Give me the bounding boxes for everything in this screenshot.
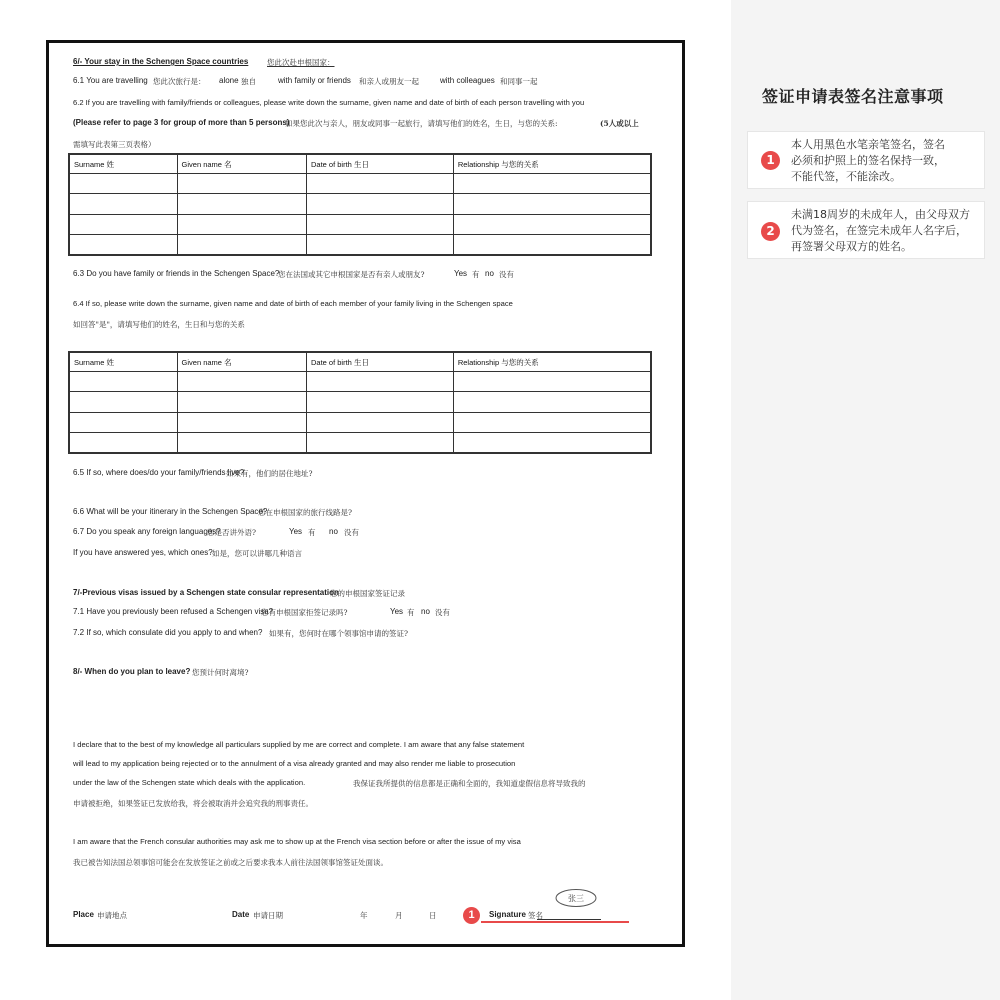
table-header-row <box>70 155 651 174</box>
section-6-title-zh: 您此次赴申根国家： <box>267 58 335 67</box>
table-cell[interactable] <box>453 174 650 194</box>
note-2-line: 代为签名，在签完未成年人名字后， <box>791 224 967 237</box>
table-cell[interactable] <box>70 432 178 452</box>
month-label: 月 <box>395 911 403 920</box>
q67-no-option: no <box>329 527 338 536</box>
table-cell[interactable] <box>453 234 650 254</box>
note-1-number: 1 <box>761 151 780 170</box>
year-label: 年 <box>360 911 368 920</box>
q71-no-option: no <box>421 607 430 616</box>
table-cell[interactable] <box>453 392 650 412</box>
visa-form-page <box>46 40 685 947</box>
table-cell[interactable] <box>70 234 178 254</box>
header-date-of-birth: Date of birth 生日 <box>307 155 454 174</box>
signature-label: Signature <box>489 910 526 919</box>
q61-colleagues-option: with colleagues <box>440 76 495 85</box>
date-label-zh: 申请日期 <box>253 911 283 920</box>
q67-text-zh: 您是否讲外语? <box>207 528 257 537</box>
q71-text: 7.1 Have you previously been refused a Schengen visa? <box>73 607 274 616</box>
note-2 <box>747 201 985 259</box>
q61-colleagues-option-zh: 和同事一起 <box>500 77 538 86</box>
table-cell[interactable] <box>307 174 454 194</box>
note-2-line: 再签署父母双方的姓名。 <box>791 240 912 253</box>
table-row <box>70 234 651 254</box>
table-cell[interactable] <box>307 432 454 452</box>
declaration-line-1: I declare that to the best of my knowledge all particulars supplied by me are correct and complete. I am aware that any false statement <box>73 740 525 749</box>
date-label: Date <box>232 910 250 919</box>
header-surname: Surname 姓 <box>70 155 178 174</box>
table-cell[interactable] <box>177 194 306 214</box>
q61-family-option: with family or friends <box>278 76 351 85</box>
table-cell[interactable] <box>70 174 178 194</box>
header-given-name: Given name 名 <box>177 353 306 372</box>
header-surname: Surname 姓 <box>70 353 178 372</box>
header-given-name: Given name 名 <box>177 155 306 174</box>
table-cell[interactable] <box>70 194 178 214</box>
table-row <box>70 372 651 392</box>
q63-no-option-zh: 没有 <box>499 270 514 279</box>
table-row <box>70 392 651 412</box>
table-cell[interactable] <box>177 214 306 234</box>
table-cell[interactable] <box>453 194 650 214</box>
section-7-title-zh: 您的申根国家签证记录 <box>330 589 405 598</box>
q64-text-zh: 如回答"是"，请填写他们的姓名，生日和与您的关系 <box>73 320 245 329</box>
note-1-line: 本人用黑色水笔亲笔签名，签名 <box>791 138 945 151</box>
table-header-row <box>70 353 651 372</box>
table-row <box>70 432 651 452</box>
q63-yes-option: Yes <box>454 269 468 278</box>
note-1-line: 必须和护照上的签名保持一致， <box>791 154 945 167</box>
table-cell[interactable] <box>453 372 650 392</box>
section-6-title: 6/- Your stay in the Schengen Space countries <box>73 57 249 66</box>
table-cell[interactable] <box>70 214 178 234</box>
declaration-line-3-zh: 我保证我所提供的信息都是正确和全面的，我知道虚假信息将导致我的 <box>353 779 586 788</box>
table-cell[interactable] <box>307 194 454 214</box>
q67b-text: If you have answered yes, which ones? <box>73 548 213 557</box>
table-cell[interactable] <box>307 214 454 234</box>
table-row <box>70 174 651 194</box>
table-row <box>70 412 651 432</box>
q67-yes-option: Yes <box>289 527 303 536</box>
q71-yes-option-zh: 有 <box>407 608 415 617</box>
q72-text: 7.2 If so, which consulate did you apply to and when? <box>73 628 263 637</box>
section-8-title: 8/- When do you plan to leave? <box>73 667 191 676</box>
declaration-line-2: will lead to my application being rejected or to the annulment of a visa already granted and may also render me liable to prosecution <box>73 759 516 768</box>
declaration-line-4-zh: 申请被拒绝，如果签证已发放给我，将会被取消并会追究我的刑事责任。 <box>73 799 313 808</box>
q67b-text-zh: 如是，您可以讲哪几种语言 <box>212 549 302 558</box>
q64-text: 6.4 If so, please write down the surname, given name and date of birth of each member of your family living in the Schengen space <box>73 299 513 308</box>
q66-text-zh: 您在申根国家的旅行线路是? <box>258 508 353 517</box>
q71-text-zh: 您有申根国家拒签记录吗? <box>261 608 348 617</box>
q65-text: 6.5 If so, where does/do your family/friends live? <box>73 468 245 477</box>
place-label-zh: 申请地点 <box>97 911 127 920</box>
signature-mark-text: 张三 <box>568 894 584 903</box>
table-cell[interactable] <box>70 412 178 432</box>
table-cell[interactable] <box>453 432 650 452</box>
section-7-title: 7/-Previous visas issued by a Schengen state consular representation <box>73 588 339 597</box>
q65-text-zh: 如果有，他们的居住地址? <box>226 469 313 478</box>
q66-text: 6.6 What will be your itinerary in the Schengen Space? <box>73 507 268 516</box>
table-cell[interactable] <box>453 412 650 432</box>
q71-no-option-zh: 没有 <box>435 608 450 617</box>
header-relationship: Relationship 与您的关系 <box>453 155 650 174</box>
table-cell[interactable] <box>307 234 454 254</box>
q67-yes-option-zh: 有 <box>308 528 316 537</box>
handwritten-signature <box>552 887 600 911</box>
q62-group-note: (Please refer to page 3 for group of more than 5 persons) <box>73 118 290 127</box>
table-cell[interactable] <box>177 432 306 452</box>
q67-text: 6.7 Do you speak any foreign languages? <box>73 527 221 536</box>
header-relationship: Relationship 与您的关系 <box>453 353 650 372</box>
interview-notice-zh: 我已被告知法国总领事馆可能会在发放签证之前或之后要求我本人前往法国领事馆签证处面谈。 <box>73 858 388 867</box>
place-label: Place <box>73 910 94 919</box>
table-cell[interactable] <box>307 392 454 412</box>
table-cell[interactable] <box>177 234 306 254</box>
q71-yes-option: Yes <box>390 607 404 616</box>
q67-no-option-zh: 没有 <box>344 528 359 537</box>
q63-no-option: no <box>485 269 494 278</box>
day-label: 日 <box>429 911 437 920</box>
table-cell[interactable] <box>177 174 306 194</box>
q61-label: 6.1 You are travelling <box>73 76 148 85</box>
table-cell[interactable] <box>177 372 306 392</box>
note-2-number: 2 <box>761 222 780 241</box>
table-row <box>70 214 651 234</box>
note-1-line: 不能代签，不能涂改。 <box>791 170 901 183</box>
q63-text: 6.3 Do you have family or friends in the Schengen Space? <box>73 269 280 278</box>
q63-text-zh: 您在法国或其它申根国家是否有亲人或朋友? <box>278 270 425 279</box>
interview-notice: I am aware that the French consular authorities may ask me to show up at the French visa section before or after the issue of my visa <box>73 837 521 846</box>
table-cell[interactable] <box>70 392 178 412</box>
signature-callout-badge: 1 <box>463 907 480 924</box>
table-cell[interactable] <box>177 392 306 412</box>
table-cell[interactable] <box>453 214 650 234</box>
section-8-title-zh: 您预计何时离境? <box>192 668 249 677</box>
q62-text-zh-2: 需填写此表第三页表格） <box>73 140 156 149</box>
q63-yes-option-zh: 有 <box>472 270 480 279</box>
info-panel-title: 签证申请表签名注意事项 <box>762 87 944 106</box>
q72-text-zh: 如果有，您何时在哪个领事馆申请的签证? <box>269 629 409 638</box>
table-cell[interactable] <box>177 412 306 432</box>
q62-text: 6.2 If you are travelling with family/friends or colleagues, please write down the surname, given name and date of birth of each person travelling with you <box>73 98 585 107</box>
q61-alone-option: alone <box>219 76 239 85</box>
table-row <box>70 194 651 214</box>
signature-highlight-underline <box>481 921 629 923</box>
q62-text-zh: 如果您此次与亲人，朋友或同事一起旅行，请填写他们的姓名，生日，与您的关系: <box>285 119 558 128</box>
note-1 <box>747 131 985 189</box>
q62-text-zh-group: (5人或以上 <box>600 119 639 128</box>
q61-family-option-zh: 和亲人或朋友一起 <box>359 77 419 86</box>
family-table <box>68 351 652 454</box>
q61-label-zh: 您此次旅行是： <box>153 77 206 86</box>
table-cell[interactable] <box>70 372 178 392</box>
table-cell[interactable] <box>307 372 454 392</box>
header-date-of-birth: Date of birth 生日 <box>307 353 454 372</box>
table-cell[interactable] <box>307 412 454 432</box>
declaration-line-3: under the law of the Schengen state which deals with the application. <box>73 778 306 787</box>
q61-alone-option-zh: 独自 <box>241 77 256 86</box>
signature-label-zh: 签名 <box>528 911 543 920</box>
note-2-line: 未满18周岁的未成年人，由父母双方 <box>791 208 970 221</box>
companions-table <box>68 153 652 256</box>
signature-line <box>537 919 601 920</box>
